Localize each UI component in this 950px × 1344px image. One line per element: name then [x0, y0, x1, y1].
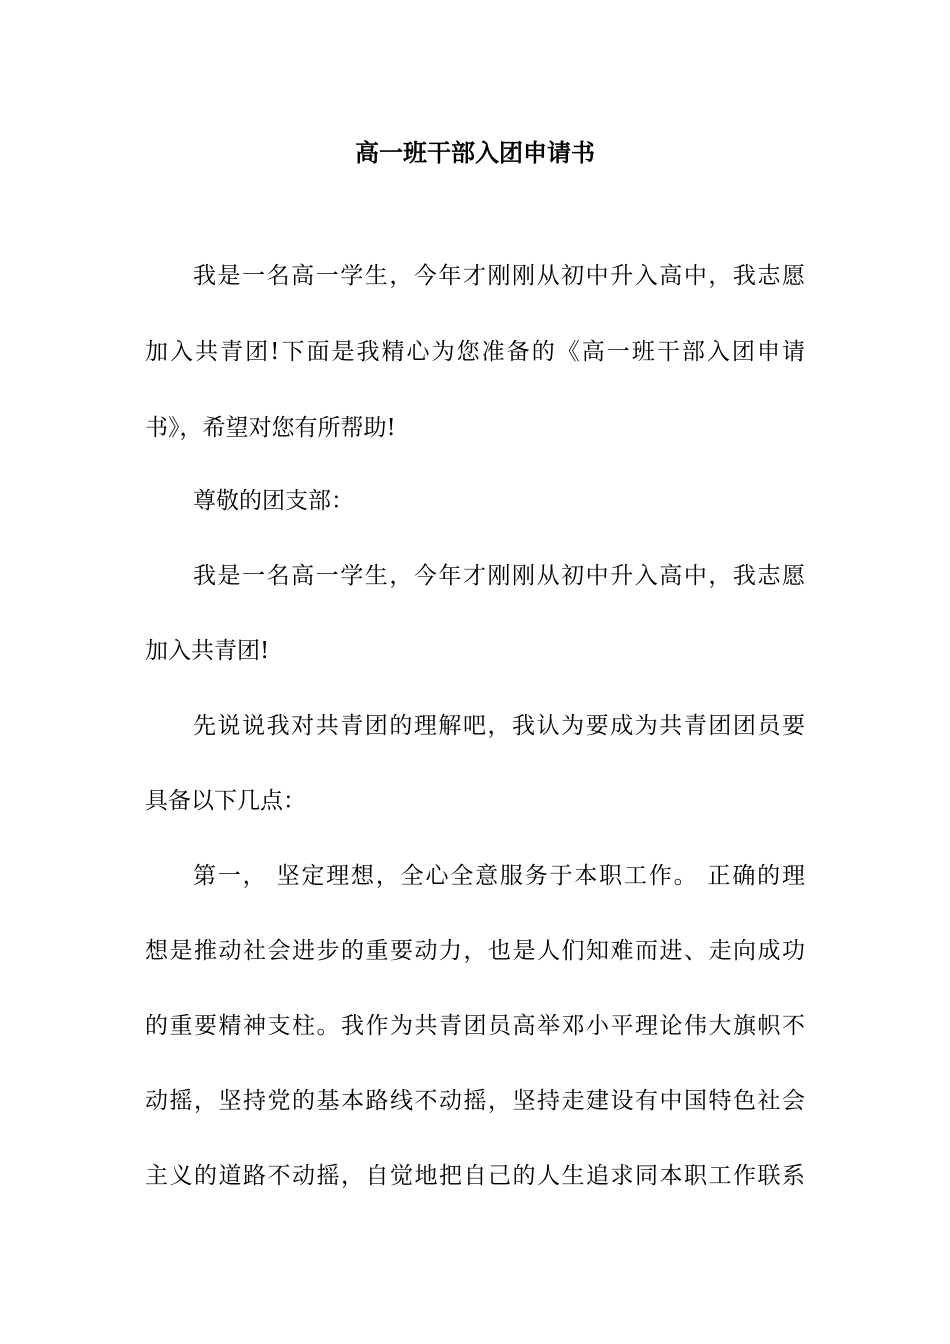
- paragraph-line: 第一， 坚定理想，全心全意服务于本职工作。 正确的理: [193, 863, 805, 889]
- paragraph-line: 加入共青团!下面是我精心为您准备的《高一班干部入团申请: [145, 339, 805, 365]
- paragraph-line: 动摇，坚持党的基本路线不动摇，坚持走建设有中国特色社会: [145, 1088, 805, 1114]
- paragraph-line: 具备以下几点：: [145, 788, 306, 814]
- salutation-line: 尊敬的团支部：: [193, 488, 354, 514]
- paragraph-line: 书》，希望对您有所帮助!: [145, 415, 396, 441]
- paragraph-line: 想是推动社会进步的重要动力，也是人们知难而进、走向成功: [145, 938, 805, 964]
- document-title: 高一班干部入团申请书: [355, 138, 595, 167]
- paragraph-line: 主义的道路不动摇，自觉地把自己的人生追求同本职工作联系: [145, 1163, 805, 1189]
- paragraph-line: 我是一名高一学生，今年才刚刚从初中升入高中，我志愿: [193, 263, 805, 289]
- paragraph-line: 我是一名高一学生，今年才刚刚从初中升入高中，我志愿: [193, 563, 805, 589]
- paragraph-line: 的重要精神支柱。我作为共青团员高举邓小平理论伟大旗帜不: [145, 1013, 805, 1039]
- paragraph-line: 先说说我对共青团的理解吧，我认为要成为共青团团员要: [193, 713, 805, 739]
- paragraph-line: 加入共青团!: [145, 638, 270, 664]
